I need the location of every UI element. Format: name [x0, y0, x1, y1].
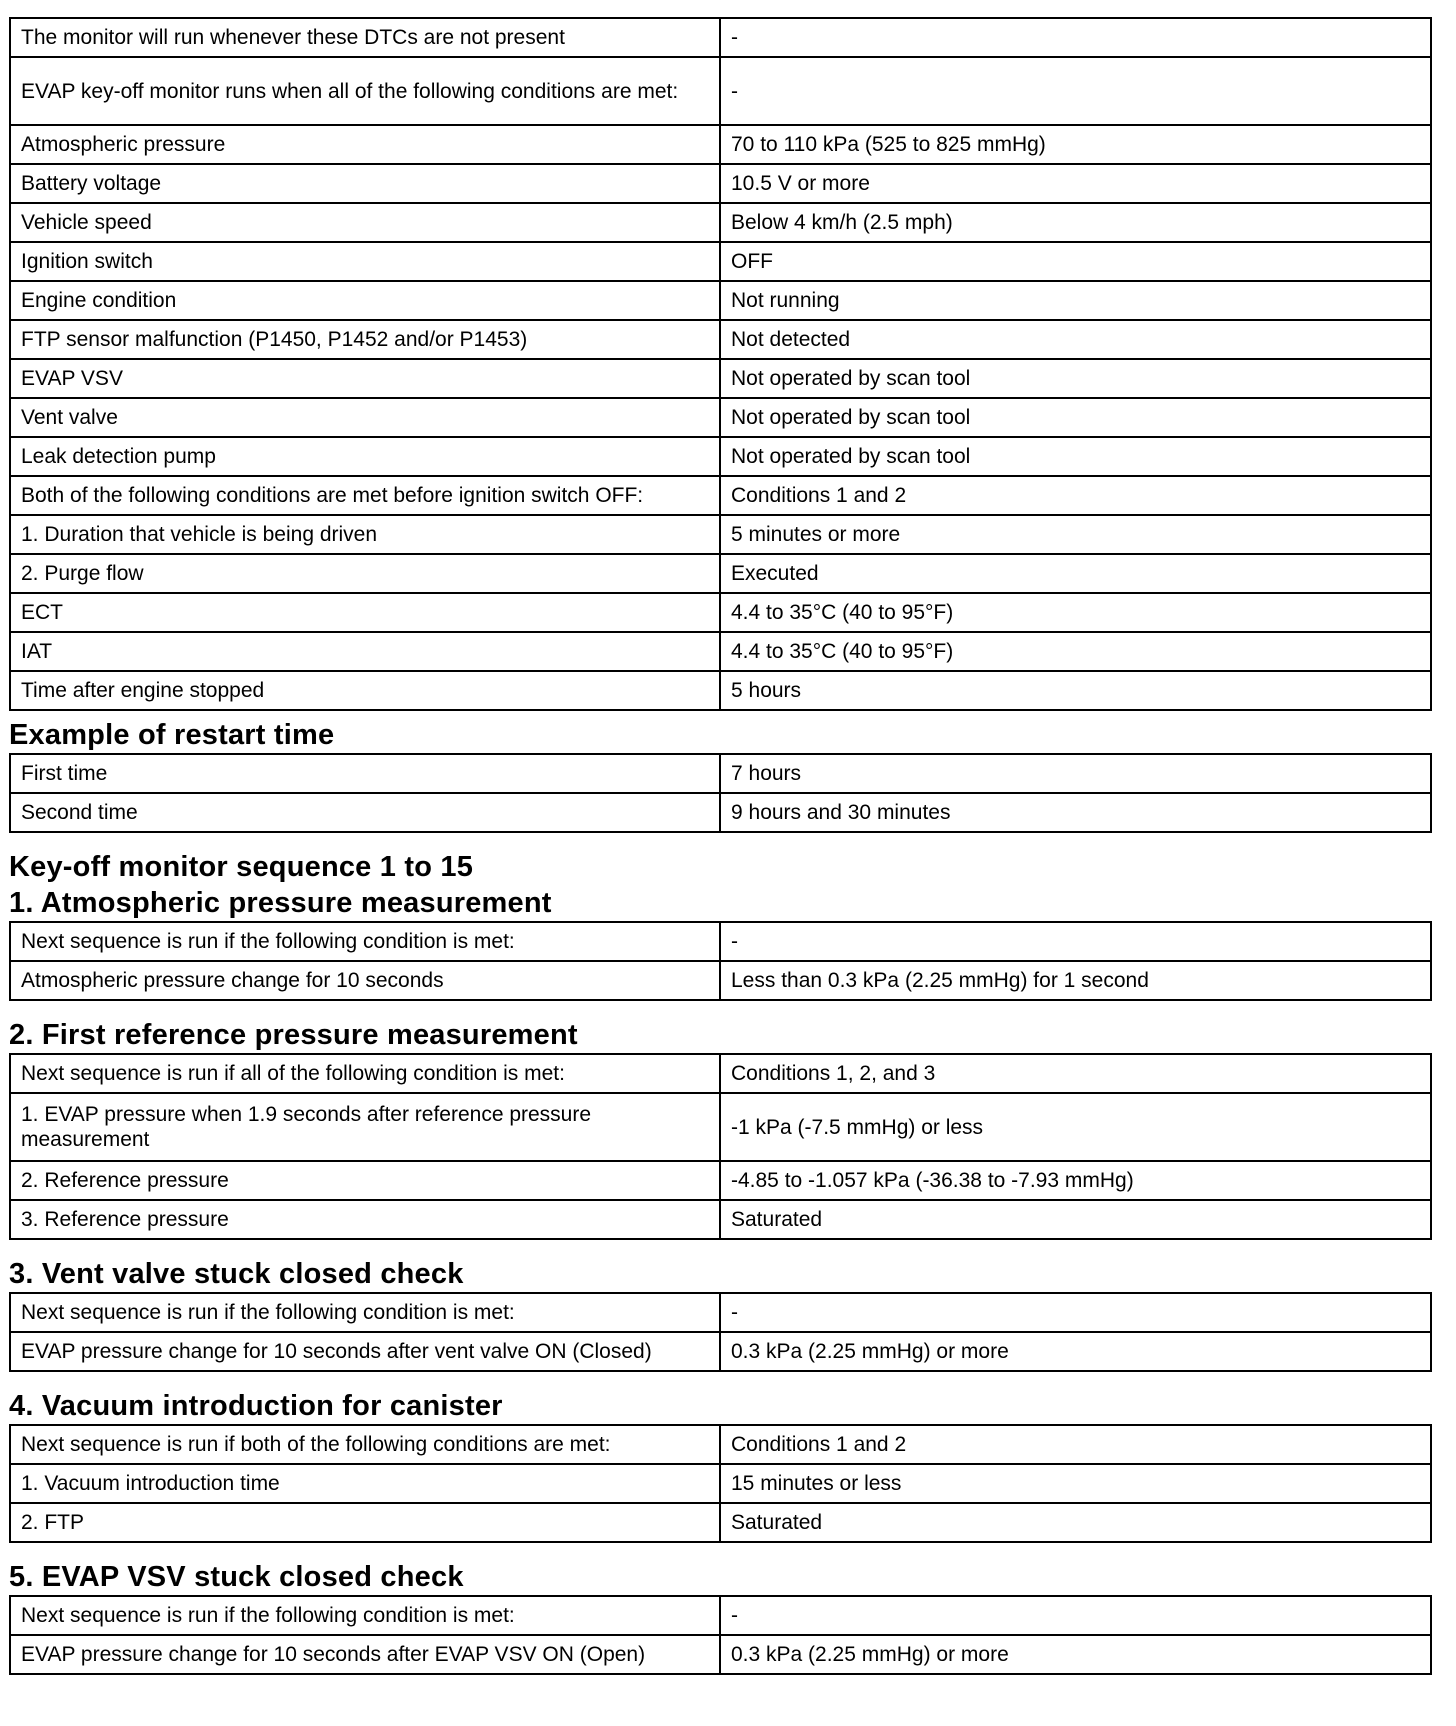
condition-value: Not detected [720, 320, 1431, 359]
table-row [10, 671, 1431, 710]
condition-label: Engine condition [10, 281, 720, 320]
condition-label: Next sequence is run if the following condition is met: [10, 1596, 720, 1635]
table-row [10, 632, 1431, 671]
condition-label: Leak detection pump [10, 437, 720, 476]
condition-label: EVAP key-off monitor runs when all of the following conditions are met: [10, 57, 720, 125]
condition-label: 3. Reference pressure [10, 1200, 720, 1239]
condition-value: 5 hours [720, 671, 1431, 710]
table-row [10, 203, 1431, 242]
condition-value: 4.4 to 35°C (40 to 95°F) [720, 593, 1431, 632]
condition-label: Time after engine stopped [10, 671, 720, 710]
condition-value: 7 hours [720, 754, 1431, 793]
condition-label: Next sequence is run if the following condition is met: [10, 1293, 720, 1332]
table-row [10, 1332, 1431, 1371]
condition-value: Conditions 1 and 2 [720, 1425, 1431, 1464]
condition-value: Conditions 1, 2, and 3 [720, 1054, 1431, 1093]
seq4-table [9, 1424, 1432, 1543]
condition-value: - [720, 1596, 1431, 1635]
seq1-table [9, 921, 1432, 1001]
condition-value: 70 to 110 kPa (525 to 825 mmHg) [720, 125, 1431, 164]
condition-label: EVAP pressure change for 10 seconds after EVAP VSV ON (Open) [10, 1635, 720, 1674]
table-row [10, 398, 1431, 437]
table-row [10, 961, 1431, 1000]
condition-value: 4.4 to 35°C (40 to 95°F) [720, 632, 1431, 671]
condition-label: Next sequence is run if all of the following condition is met: [10, 1054, 720, 1093]
condition-label: 1. EVAP pressure when 1.9 seconds after reference pressure measurement [10, 1093, 720, 1161]
table-row [10, 242, 1431, 281]
seq4-heading: 4. Vacuum introduction for canister [9, 1390, 503, 1422]
sequence-heading: Key-off monitor sequence 1 to 15 [9, 851, 474, 883]
table-row [10, 593, 1431, 632]
table-row [10, 125, 1431, 164]
condition-label: Second time [10, 793, 720, 832]
seq3-heading: 3. Vent valve stuck closed check [9, 1258, 464, 1290]
condition-value: Less than 0.3 kPa (2.25 mmHg) for 1 second [720, 961, 1431, 1000]
condition-label: Both of the following conditions are met before ignition switch OFF: [10, 476, 720, 515]
table-row [10, 1093, 1431, 1161]
table-row [10, 57, 1431, 125]
table-row [10, 754, 1431, 793]
table-row [10, 922, 1431, 961]
condition-value: OFF [720, 242, 1431, 281]
table-row [10, 515, 1431, 554]
condition-label: Vehicle speed [10, 203, 720, 242]
condition-label: Atmospheric pressure change for 10 seconds [10, 961, 720, 1000]
condition-label: 2. Reference pressure [10, 1161, 720, 1200]
table-row [10, 437, 1431, 476]
condition-value: 10.5 V or more [720, 164, 1431, 203]
condition-value: Not operated by scan tool [720, 437, 1431, 476]
condition-label: Vent valve [10, 398, 720, 437]
seq5-heading: 5. EVAP VSV stuck closed check [9, 1561, 464, 1593]
table-row [10, 320, 1431, 359]
table-row [10, 1293, 1431, 1332]
condition-label: 1. Duration that vehicle is being driven [10, 515, 720, 554]
condition-value: Saturated [720, 1200, 1431, 1239]
condition-label: First time [10, 754, 720, 793]
table-row [10, 1464, 1431, 1503]
condition-value: Not operated by scan tool [720, 398, 1431, 437]
condition-label: Next sequence is run if both of the following conditions are met: [10, 1425, 720, 1464]
table-row [10, 1635, 1431, 1674]
restart-heading: Example of restart time [9, 719, 335, 751]
table-row [10, 1200, 1431, 1239]
condition-value: 15 minutes or less [720, 1464, 1431, 1503]
condition-value: Below 4 km/h (2.5 mph) [720, 203, 1431, 242]
table-row [10, 164, 1431, 203]
table-row [10, 1425, 1431, 1464]
condition-label: EVAP pressure change for 10 seconds after vent valve ON (Closed) [10, 1332, 720, 1371]
condition-value: Saturated [720, 1503, 1431, 1542]
condition-value: 5 minutes or more [720, 515, 1431, 554]
table-row [10, 1503, 1431, 1542]
seq1-heading: 1. Atmospheric pressure measurement [9, 887, 552, 919]
condition-value: 0.3 kPa (2.25 mmHg) or more [720, 1332, 1431, 1371]
condition-label: IAT [10, 632, 720, 671]
document [9, 17, 1430, 1675]
seq5-table [9, 1595, 1432, 1675]
condition-value: -1 kPa (-7.5 mmHg) or less [720, 1093, 1431, 1161]
condition-label: Battery voltage [10, 164, 720, 203]
table-row [10, 359, 1431, 398]
condition-value: Not operated by scan tool [720, 359, 1431, 398]
condition-label: FTP sensor malfunction (P1450, P1452 and/or P1453) [10, 320, 720, 359]
condition-label: Next sequence is run if the following condition is met: [10, 922, 720, 961]
condition-value: 9 hours and 30 minutes [720, 793, 1431, 832]
table-row [10, 1596, 1431, 1635]
condition-value: - [720, 57, 1431, 125]
condition-label: EVAP VSV [10, 359, 720, 398]
restart-time-table [9, 753, 1432, 833]
condition-label: 2. FTP [10, 1503, 720, 1542]
condition-label: The monitor will run whenever these DTCs are not present [10, 18, 720, 57]
table-row [10, 18, 1431, 57]
seq3-table [9, 1292, 1432, 1372]
table-row [10, 1054, 1431, 1093]
seq2-table [9, 1053, 1432, 1240]
condition-label: 2. Purge flow [10, 554, 720, 593]
condition-label: 1. Vacuum introduction time [10, 1464, 720, 1503]
table-row [10, 554, 1431, 593]
condition-value: 0.3 kPa (2.25 mmHg) or more [720, 1635, 1431, 1674]
seq2-heading: 2. First reference pressure measurement [9, 1019, 578, 1051]
table-row [10, 281, 1431, 320]
condition-value: - [720, 1293, 1431, 1332]
table-row [10, 476, 1431, 515]
table-row [10, 793, 1431, 832]
condition-value: Executed [720, 554, 1431, 593]
table-row [10, 1161, 1431, 1200]
condition-label: Ignition switch [10, 242, 720, 281]
condition-value: -4.85 to -1.057 kPa (-36.38 to -7.93 mmHg) [720, 1161, 1431, 1200]
condition-value: Not running [720, 281, 1431, 320]
condition-label: Atmospheric pressure [10, 125, 720, 164]
condition-value: - [720, 922, 1431, 961]
condition-label: ECT [10, 593, 720, 632]
condition-value: - [720, 18, 1431, 57]
condition-value: Conditions 1 and 2 [720, 476, 1431, 515]
monitor-conditions-table [9, 17, 1432, 711]
